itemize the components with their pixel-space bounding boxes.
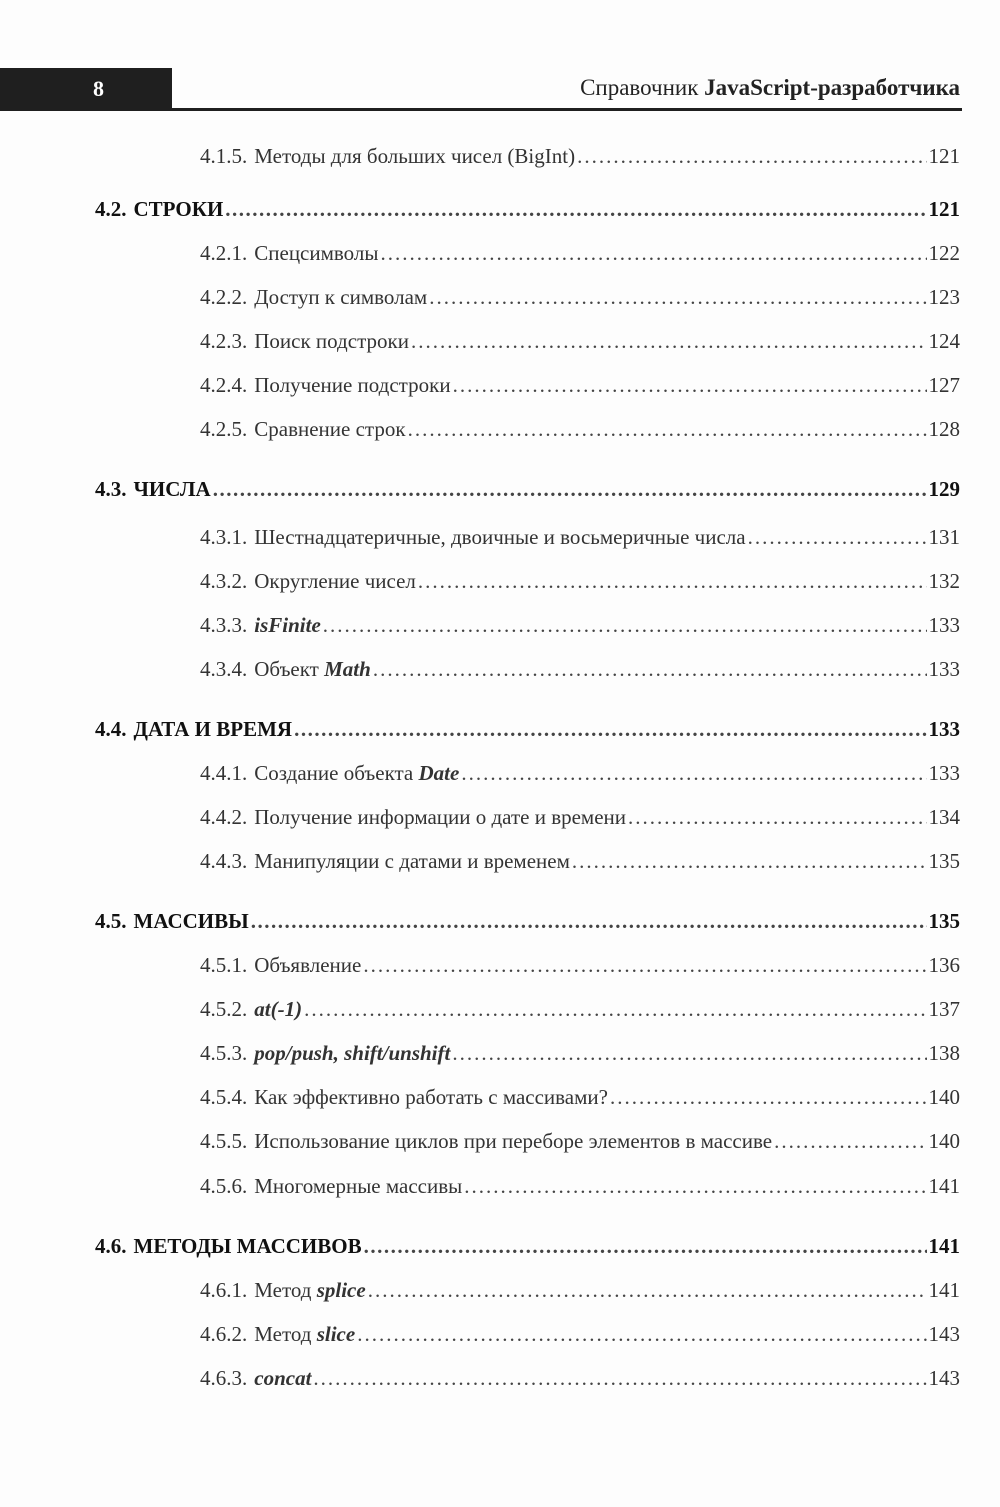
toc-entry-page: 133 <box>928 657 960 681</box>
toc-entry-page: 143 <box>928 1322 960 1346</box>
toc-section-entry <box>95 194 960 224</box>
toc-entry-title <box>254 1082 608 1112</box>
toc-entry-title-text: Объявление <box>254 953 362 977</box>
toc-leader-dots <box>774 1126 926 1156</box>
toc-entry-number: 4.3.4. <box>200 657 248 681</box>
toc-entry-number: 4.6.3. <box>200 1366 248 1390</box>
toc-entry-number: 4.4.2. <box>200 805 248 829</box>
toc-entry-page: 121 <box>928 197 960 221</box>
toc-section-entry <box>95 906 960 936</box>
toc-entry-title <box>134 474 211 504</box>
toc-leader-dots <box>464 1171 926 1201</box>
toc-entry-code-term: pop/push, shift/unshift <box>254 1041 451 1065</box>
page-number: 8 <box>93 76 104 101</box>
toc-entry-page: 132 <box>928 569 960 593</box>
toc-leader-dots <box>225 194 926 224</box>
toc-entry-title-text: Получение подстроки <box>254 373 451 397</box>
toc-subsection-entry <box>200 238 960 268</box>
toc-leader-dots <box>408 414 927 444</box>
toc-leader-dots <box>381 238 927 268</box>
toc-entry-title <box>134 1231 362 1261</box>
toc-entry-title-text: Округление чисел <box>254 569 416 593</box>
toc-leader-dots <box>294 714 926 744</box>
toc-entry-title-text: Метод <box>254 1278 317 1302</box>
toc-entry-title-text: Получение информации о дате и времени <box>254 805 627 829</box>
toc-entry-title <box>254 950 361 980</box>
toc-entry-title-text: Методы для больших чисел (BigInt) <box>254 144 576 168</box>
toc-entry-title <box>254 282 427 312</box>
toc-leader-dots <box>572 846 927 876</box>
toc-entry-number: 4.3.3. <box>200 613 248 637</box>
toc-entry-page: 133 <box>928 613 960 637</box>
toc-entry-title-text: Доступ к символам <box>254 285 428 309</box>
running-head-prefix: Справочник <box>580 75 705 100</box>
toc-leader-dots <box>577 141 926 171</box>
toc-leader-dots <box>453 370 927 400</box>
toc-entry-title <box>254 370 450 400</box>
toc-entry-title <box>254 654 371 684</box>
toc-entry-page: 138 <box>928 1041 960 1065</box>
toc-entry-title <box>254 1319 355 1349</box>
toc-entry-title <box>134 714 293 744</box>
toc-subsection-entry <box>200 1082 960 1112</box>
toc-entry-title-text: Многомерные массивы <box>254 1174 463 1198</box>
toc-entry-title <box>254 994 302 1024</box>
toc-entry-number: 4.5.3. <box>200 1041 248 1065</box>
toc-entry-number: 4.2.4. <box>200 373 248 397</box>
toc-entry-page: 137 <box>928 997 960 1021</box>
toc-entry-page: 136 <box>928 953 960 977</box>
toc-entry-code-term: concat <box>254 1366 312 1390</box>
toc-leader-dots <box>429 282 926 312</box>
toc-leader-dots <box>213 474 927 504</box>
toc-entry-page: 141 <box>928 1234 960 1258</box>
toc-entry-number: 4.1.5. <box>200 144 248 168</box>
toc-leader-dots <box>452 1038 926 1068</box>
toc-entry-title <box>254 141 575 171</box>
toc-leader-dots <box>323 610 927 640</box>
toc-subsection-entry <box>200 610 960 640</box>
toc-entry-title <box>254 238 378 268</box>
toc-subsection-entry <box>200 1319 960 1349</box>
toc-subsection-entry <box>200 758 960 788</box>
toc-entry-number: 4.6. <box>95 1234 127 1258</box>
toc-entry-page: 141 <box>928 1278 960 1302</box>
toc-entry-number: 4.3. <box>95 477 127 501</box>
toc-entry-page: 128 <box>928 417 960 441</box>
toc-section-entry <box>95 714 960 744</box>
toc-entry-number: 4.2.5. <box>200 417 248 441</box>
toc-section-entry <box>95 1231 960 1261</box>
toc-entry-page: 140 <box>928 1085 960 1109</box>
toc-subsection-entry <box>200 370 960 400</box>
toc-subsection-entry <box>200 1038 960 1068</box>
toc-entry-page: 121 <box>928 144 960 168</box>
toc-entry-page: 143 <box>928 1366 960 1390</box>
toc-leader-dots <box>748 522 927 552</box>
toc-entry-page: 134 <box>928 805 960 829</box>
toc-subsection-entry <box>200 141 960 171</box>
toc-entry-number: 4.6.2. <box>200 1322 248 1346</box>
toc-entry-title <box>254 758 459 788</box>
toc-entry-number: 4.4. <box>95 717 127 741</box>
toc-entry-number: 4.5.4. <box>200 1085 248 1109</box>
toc-entry-title-text: Манипуляции с датами и временем <box>254 849 570 873</box>
toc-subsection-entry <box>200 950 960 980</box>
toc-entry-number: 4.4.1. <box>200 761 248 785</box>
toc-entry-title <box>254 566 416 596</box>
toc-leader-dots <box>368 1275 927 1305</box>
toc-entry-title <box>254 414 405 444</box>
toc-entry-title <box>134 906 249 936</box>
toc-leader-dots <box>357 1319 926 1349</box>
toc-leader-dots <box>628 802 926 832</box>
toc-subsection-entry <box>200 326 960 356</box>
toc-entry-code-term: splice <box>316 1278 366 1302</box>
toc-subsection-entry <box>200 802 960 832</box>
toc-entry-title-text: Создание объекта <box>254 761 419 785</box>
toc-entry-title <box>254 326 409 356</box>
toc-entry-page: 135 <box>928 849 960 873</box>
toc-entry-page: 122 <box>928 241 960 265</box>
toc-entry-title <box>254 610 321 640</box>
toc-entry-page: 141 <box>928 1174 960 1198</box>
toc-leader-dots <box>461 758 926 788</box>
toc-entry-number: 4.5.6. <box>200 1174 248 1198</box>
toc-entry-title <box>134 194 224 224</box>
toc-entry-title <box>254 1275 365 1305</box>
toc-entry-number: 4.3.2. <box>200 569 248 593</box>
toc-entry-title <box>254 802 626 832</box>
toc-entry-code-term: isFinite <box>254 613 321 637</box>
toc-entry-title-text: Использование циклов при переборе элементов в массиве <box>254 1129 773 1153</box>
toc-leader-dots <box>363 950 926 980</box>
toc-leader-dots <box>373 654 927 684</box>
toc-leader-dots <box>418 566 927 596</box>
toc-entry-code-term: Date <box>418 761 460 785</box>
toc-entry-title-text: Объект <box>254 657 325 681</box>
toc-entry-number: 4.3.1. <box>200 525 248 549</box>
toc-entry-page: 140 <box>928 1129 960 1153</box>
toc-entry-page: 127 <box>928 373 960 397</box>
toc-entry-title-text: Сравнение строк <box>254 417 406 441</box>
toc-subsection-entry <box>200 1171 960 1201</box>
toc-entry-page: 129 <box>928 477 960 501</box>
toc-leader-dots <box>304 994 926 1024</box>
toc-entry-title-text: МАССИВЫ <box>133 909 249 933</box>
toc-subsection-entry <box>200 566 960 596</box>
toc-entry-title-text: Спецсимволы <box>254 241 379 265</box>
toc-section-entry <box>95 474 960 504</box>
toc-entry-title <box>254 1038 450 1068</box>
toc-entry-title-text: СТРОКИ <box>133 197 224 221</box>
toc-entry-number: 4.2.2. <box>200 285 248 309</box>
toc-leader-dots <box>411 326 927 356</box>
toc-entry-number: 4.6.1. <box>200 1278 248 1302</box>
toc-entry-code-term: at(-1) <box>254 997 303 1021</box>
toc-entry-title <box>254 1171 462 1201</box>
toc-subsection-entry <box>200 654 960 684</box>
toc-entry-number: 4.2. <box>95 197 127 221</box>
toc-entry-number: 4.5.1. <box>200 953 248 977</box>
running-head-title: JavaScript-разработчика <box>704 75 960 100</box>
toc-leader-dots <box>610 1082 927 1112</box>
toc-subsection-entry <box>200 522 960 552</box>
toc-entry-number: 4.5. <box>95 909 127 933</box>
toc-entry-code-term: Math <box>324 657 371 681</box>
toc-entry-title <box>254 1126 772 1156</box>
toc-subsection-entry <box>200 282 960 312</box>
toc-entry-title-text: Как эффективно работать с массивами? <box>254 1085 608 1109</box>
toc-entry-title-text: МЕТОДЫ МАССИВОВ <box>133 1234 362 1258</box>
toc-subsection-entry <box>200 1275 960 1305</box>
toc-subsection-entry <box>200 1363 960 1393</box>
toc-leader-dots <box>364 1231 927 1261</box>
toc-entry-number: 4.2.3. <box>200 329 248 353</box>
toc-entry-number: 4.5.5. <box>200 1129 248 1153</box>
toc-entry-number: 4.5.2. <box>200 997 248 1021</box>
toc-leader-dots <box>313 1363 926 1393</box>
toc-entry-page: 133 <box>928 761 960 785</box>
toc-entry-page: 124 <box>928 329 960 353</box>
toc-entry-title-text: ДАТА И ВРЕМЯ <box>133 717 293 741</box>
toc-entry-title-text: ЧИСЛА <box>133 477 211 501</box>
toc-entry-page: 123 <box>928 285 960 309</box>
toc-entry-title-text: Поиск подстроки <box>254 329 409 353</box>
toc-entry-title <box>254 846 570 876</box>
toc-subsection-entry <box>200 1126 960 1156</box>
toc-leader-dots <box>251 906 927 936</box>
toc-entry-title <box>254 522 745 552</box>
toc-subsection-entry <box>200 846 960 876</box>
toc-entry-title-text: Метод <box>254 1322 317 1346</box>
toc-subsection-entry <box>200 414 960 444</box>
toc-entry-page: 133 <box>928 717 960 741</box>
toc-entry-title <box>254 1363 311 1393</box>
toc-entry-page: 135 <box>928 909 960 933</box>
toc-subsection-entry <box>200 994 960 1024</box>
toc-entry-title-text: Шестнадцатеричные, двоичные и восьмеричные числа <box>254 525 746 549</box>
toc-entry-number: 4.4.3. <box>200 849 248 873</box>
toc-entry-number: 4.2.1. <box>200 241 248 265</box>
toc-entry-code-term: slice <box>316 1322 356 1346</box>
toc-entry-page: 131 <box>928 525 960 549</box>
